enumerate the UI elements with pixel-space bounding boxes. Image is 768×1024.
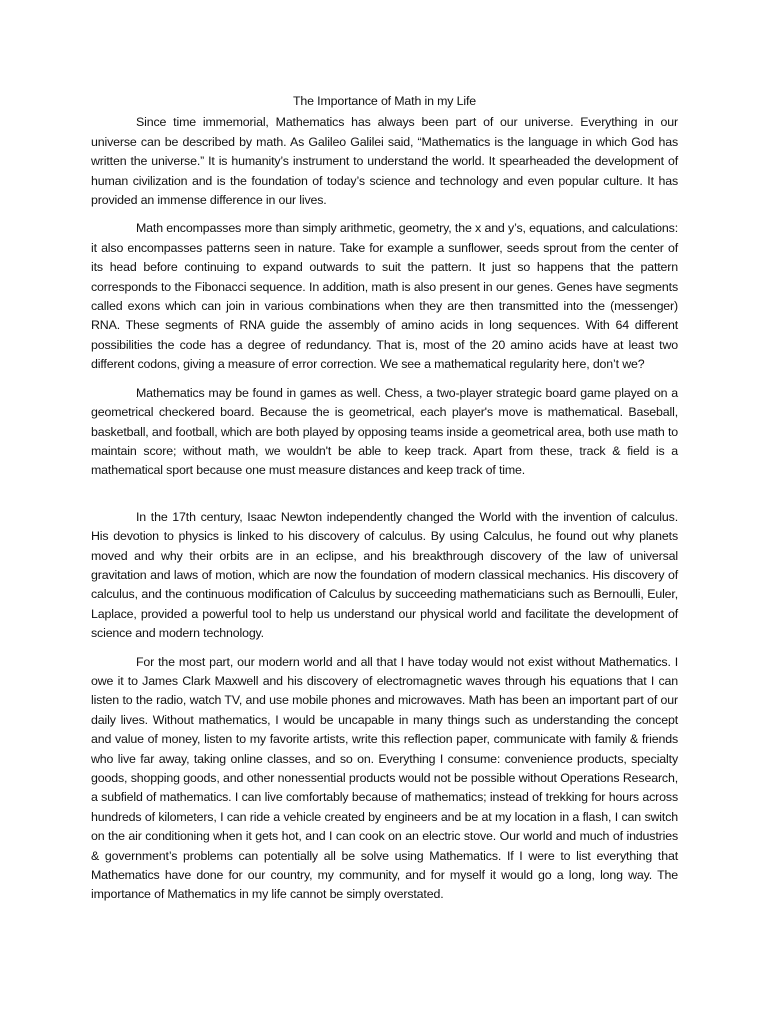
document-title: The Importance of Math in my Life [292, 94, 477, 108]
paragraph-games: Mathematics may be found in games as well. Chess, a two-player strategic board game played on a geometrical checkered board. Because the is geometrical, each player's move is mathematical. Baseball, basketball, and football, which are both played by opposing teams inside a geometrical area, both use math to maintain score; without math, we wouldn't be able to keep track. Apart from these, track & field is a mathematical sport because one must measure distances and keep track of time. [91, 385, 678, 478]
paragraph-modern-world: For the most part, our modern world and all that I have today would not exist without Mathematics. I owe it to James Clark Maxwell and his discovery of electromagnetic waves through his equations that I can listen to the radio, watch TV, and use mobile phones and microwaves. Math has been an important part of our daily lives. Without mathematics, I would be uncapable in many things such as understanding the concept and value of money, listen to my favorite artists, write this reflection paper, communicate with family & friends who live far away, taking online classes, and so on. Everything I consume: convenience products, specialty goods, shopping goods, and other nonessential products would not be possible without Operations Research, a subfield of mathematics. I can live comfortably because of mathematics; instead of trekking for hours across hundreds of kilometers, I can ride a vehicle created by engineers and be at my location in a flash, I can switch on the air conditioning when it gets hot, and I can cook on an electric stove. Our world and much of industries & government’s problems can potentially all be solve using Mathematics. If I were to list everything that Mathematics have done for our country, my community, and for myself it would go a long, long way. The importance of Mathematics in my life cannot be simply overstated. [91, 654, 678, 902]
paragraph-nature-genes: Math encompasses more than simply arithmetic, geometry, the x and y’s, equations, and calculations: it also encompasses patterns seen in nature. Take for example a sunflower, seeds sprout from the center of its head before continuing to expand outwards to suit the pattern. It just so happens that the pattern corresponds to the Fibonacci sequence. In addition, math is also present in our genes. Genes have segments called exons which can join in various combinations when they are then transmitted into the (messenger) RNA. These segments of RNA guide the assembly of amino acids in long sequences. With 64 different possibilities the code has a degree of redundancy. That is, most of the 20 amino acids have at least two different codons, giving a measure of error correction. We see a mathematical regularity here, don’t we? [91, 221, 678, 372]
paragraph-newton: In the 17th century, Isaac Newton independently changed the World with the invention of calculus. His devotion to physics is linked to his discovery of calculus. By using Calculus, he found out why planets moved and why their orbits are in an eclipse, and his breakthrough discovery of the law of universal gravitation and laws of motion, which are now the foundation of modern classical mechanics. His discovery of calculus, and the continuous modification of Calculus by succeeding mathematicians such as Bernoulli, Euler, Laplace, provided a powerful tool to help us understand our physical world and facilitate the development of science and modern technology. [91, 509, 678, 641]
paragraph-intro: Since time immemorial, Mathematics has always been part of our universe. Everything in our universe can be described by math. As Galileo Galilei said, “Mathematics is the language in which God has written the universe.” It is humanity’s instrument to understand the world. It spearheaded the development of human civilization and is the foundation of today’s science and technology and even popular culture. It has provided an immense difference in our lives. [91, 115, 678, 208]
document-page [91, 92, 678, 914]
